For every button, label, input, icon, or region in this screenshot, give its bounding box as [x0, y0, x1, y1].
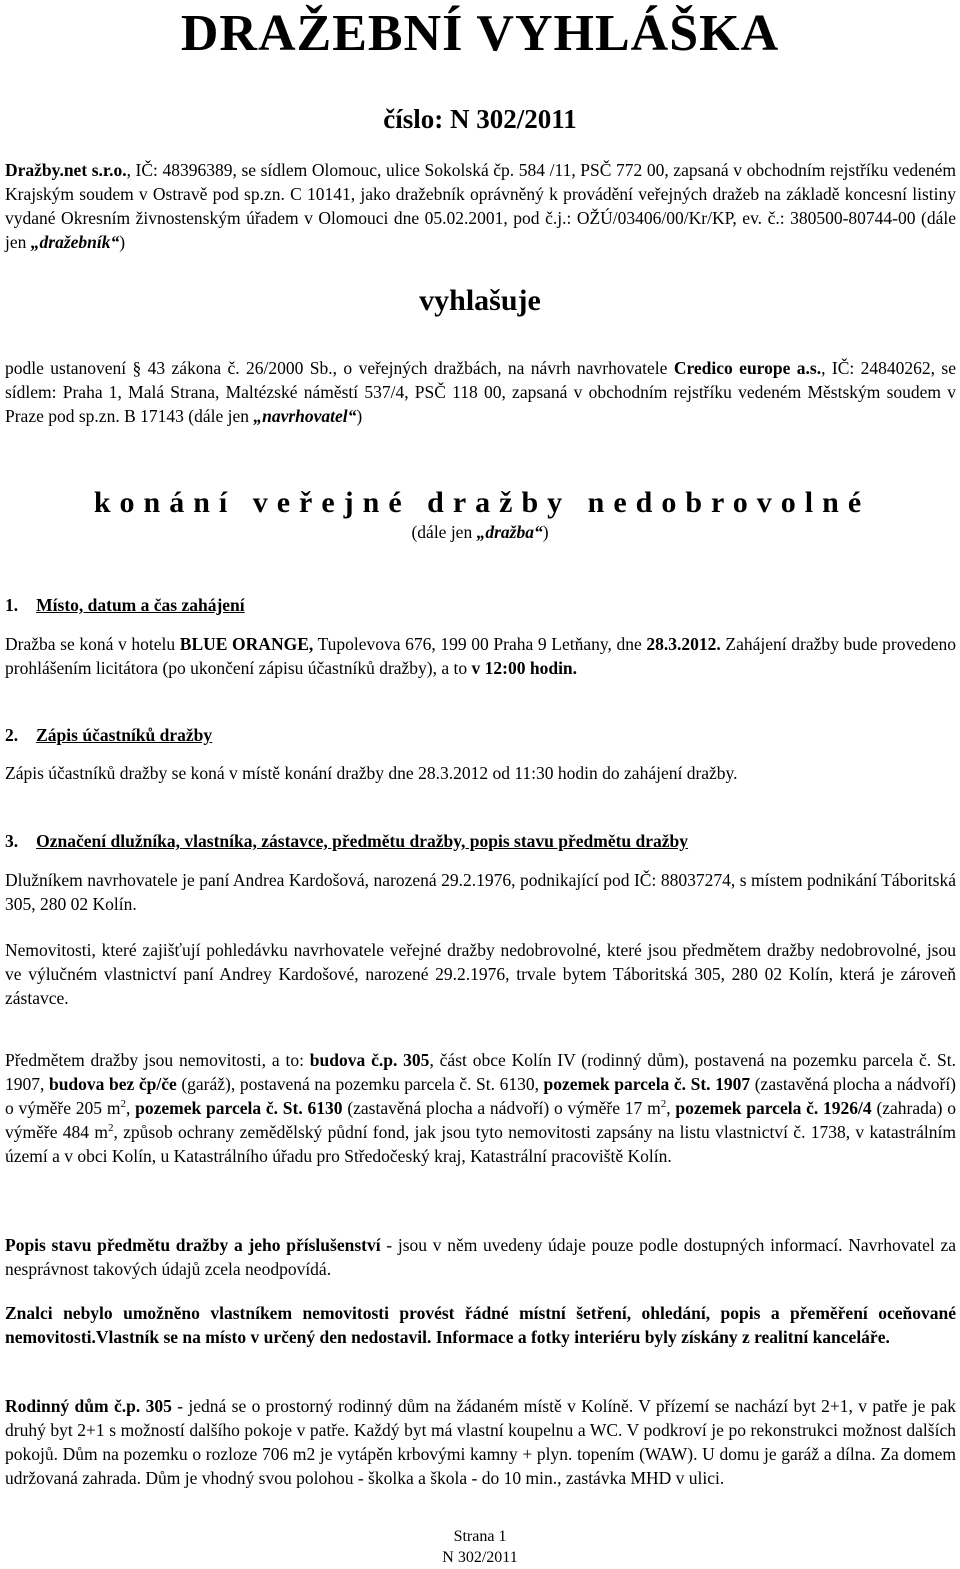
- document-title: DRAŽEBNÍ VYHLÁŠKA: [180, 5, 780, 62]
- auctioneer-paragraph: [5, 158, 956, 254]
- proposer-role: „navrhovatel“: [253, 406, 357, 426]
- subject-item-5: pozemek parcela č. 1926/4: [675, 1098, 872, 1118]
- condition-heading: Popis stavu předmětu dražby a jeho příslušenství: [5, 1235, 381, 1255]
- subject-item-4: pozemek parcela č. St. 6130: [135, 1098, 343, 1118]
- subject-item-3: pozemek parcela č. St. 1907: [543, 1074, 751, 1094]
- section-1-heading: [5, 595, 245, 616]
- proposer-close: ): [356, 406, 363, 426]
- proposer-name: Credico europe a.s.: [673, 358, 822, 378]
- experts-paragraph: Znalci nebylo umožněno vlastníkem nemovitosti provést řádné místní šetření, ohledání, popis a přeměření oceňované nemovitosti.Vlastník se na místo v určený den nedostavil. Informace a fotky interiéru byly získány z realitní kanceláře.: [5, 1303, 956, 1347]
- section-3-number: 3.: [5, 831, 19, 851]
- auctioneer-role: „dražebník“: [30, 232, 120, 252]
- section-1-title: Místo, datum a čas zahájení: [36, 595, 245, 615]
- subject-item-1: budova č.p. 305: [309, 1050, 430, 1070]
- subject-sup-2: 2: [660, 1098, 667, 1111]
- document-number: číslo: N 302/2011: [383, 104, 577, 134]
- section-1-number: 1.: [5, 595, 19, 615]
- footer-reference: N 302/2011: [442, 1549, 518, 1566]
- section-2-number: 2.: [5, 725, 19, 745]
- subject-text-9: , způsob ochrany zemědělský půdní fond, jak jsou tyto nemovitosti zapsány na listu vlastnictví č. 1738, v katastrálním území a v obci Kolín, u Katastrálního úřadu pro Středočeský kraj, Katastrální pracoviště Kolín.: [5, 1122, 956, 1166]
- auctioneer-details: , IČ: 48396389, se sídlem Olomouc, ulice Sokolská čp. 584 /11, PSČ 772 00, zapsaná v obchodním rejstříku vedeném Krajským soudem v Ostravě pod sp.zn. C 10141, jako dražebník oprávněný k provádění veřejných dražeb na základě koncesní listiny vydané Okresním živnostenským úřadem v Olomouci dne 05.02.2001, pod č.j.: OŽÚ/03406/00/Kr/KP, ev. č.: 380500-80744-00 (dále jen: [5, 160, 956, 252]
- auction-role: „dražba“: [476, 522, 543, 542]
- subject-text-3: (garáž), postavená na pozemku parcela č. St. 6130,: [176, 1074, 544, 1094]
- condition-paragraph: [5, 1233, 956, 1281]
- hotel-name: BLUE ORANGE,: [179, 634, 314, 654]
- auction-title: konání veřejné dražby nedobrovolné: [93, 486, 871, 519]
- subject-text-2: , část obce Kolín IV (rodinný dům), postavená na pozemku parcela č. St. 1907,: [5, 1050, 956, 1094]
- auction-sub-suffix: ): [542, 522, 549, 542]
- section-3-title: Označení dlužníka, vlastníka, zástavce, předmětu dražby, popis stavu předmětu dražby: [36, 831, 689, 851]
- subject-text-8: (zahrada) o výměře 484 m: [5, 1098, 957, 1142]
- subject-text-6: (zastavěná plocha a nádvoří) o výměře 17 m: [342, 1098, 661, 1118]
- house-paragraph: [5, 1394, 956, 1490]
- auction-date: 28.3.2012.: [646, 634, 721, 654]
- section-3-heading: [5, 831, 688, 852]
- auctioneer-close: ): [119, 232, 126, 252]
- auction-sub-prefix: (dále jen: [411, 522, 477, 542]
- debtor-paragraph: Dlužníkem navrhovatele je paní Andrea Kardošová, narozená 29.2.1976, podnikající pod IČ: 88037274, s místem podnikání Táboritská 305, 280 02 Kolín.: [5, 870, 956, 914]
- subject-text-4: (zastavěná plocha a nádvoří) o výměře 205 m: [5, 1074, 957, 1118]
- section-2-title: Zápis účastníků dražby: [36, 725, 213, 745]
- section-1-text: [5, 632, 956, 680]
- subject-sup-1: 2: [120, 1098, 126, 1111]
- subject-text-1: Předmětem dražby jsou nemovitosti, a to:: [5, 1050, 310, 1070]
- footer-page: Strana 1: [453, 1528, 507, 1545]
- subject-item-2: budova bez čp/če: [48, 1074, 177, 1094]
- section-1-text-b: Tupolevova 676, 199 00 Praha 9 Letňany, dne: [313, 634, 647, 654]
- subject-sup-3: 2: [107, 1122, 114, 1135]
- section-2-text: Zápis účastníků dražby se koná v místě konání dražby dne 28.3.2012 od 11:30 hodin do zahájení dražby.: [5, 763, 738, 783]
- property-owner-paragraph: Nemovitosti, které zajišťují pohledávku navrhovatele veřejné dražby nedobrovolné, které jsou předmětem dražby nedobrovolné, jsou ve výlučném vlastnictví paní Andrey Kardošové, narozené 29.2.1976, trvale bytem Táboritská 305, 280 02 Kolín, která je zároveň zástavce.: [5, 940, 956, 1008]
- condition-text: - jsou v něm uvedeny údaje pouze podle dostupných informací. Navrhovatel za nesprávnost takových údajů zcela neodpovídá.: [5, 1235, 957, 1279]
- subject-text-5: ,: [125, 1098, 136, 1118]
- house-heading: Rodinný dům č.p. 305: [5, 1396, 172, 1416]
- auctioneer-name: Dražby.net s.r.o.: [5, 160, 127, 180]
- subject-paragraph: [5, 1048, 956, 1168]
- proposer-details: , IČ: 24840262, se sídlem: Praha 1, Malá Strana, Maltézské náměstí 537/4, PSČ 118 00, zapsaná v obchodním rejstříku vedeném Městským soudem v Praze pod sp.zn. B 17143 (dále jen: [5, 358, 956, 426]
- proposer-paragraph: [5, 356, 956, 428]
- section-1-text-a: Dražba se koná v hotelu: [5, 634, 180, 654]
- proposer-intro: podle ustanovení § 43 zákona č. 26/2000 Sb., o veřejných dražbách, na návrh navrhovatele: [5, 358, 674, 378]
- house-text: - jedná se o prostorný rodinný dům na žádaném místě v Kolíně. V přízemí se nachází byt 2+1, v patře je pak druhý byt 2+1 s možností dalšího pokoje v patře. Každý byt má vlastní koupelnu a WC. V podkroví je po rekonstrukci možnost dalších pokojů. Dům na pozemku o rozloze 706 m2 je vytápěn krbovými kamny + plyn. topením (WAW). U domu je garáž a dílna. Za domem udržovaná zahrada. Dům je vhodný svou polohou - školka a škola - do 10 min., zastávka MHD v ulici.: [5, 1396, 956, 1488]
- auction-time: v 12:00 hodin.: [471, 658, 578, 678]
- auction-subtitle: [0, 522, 960, 543]
- section-2-heading: [5, 725, 212, 746]
- section-1-text-c: Zahájení dražby bude provedeno prohlášením licitátora (po ukončení zápisu účastníků dražby), a to: [5, 634, 957, 678]
- subject-text-7: ,: [666, 1098, 676, 1118]
- announces-heading: vyhlašuje: [419, 284, 541, 317]
